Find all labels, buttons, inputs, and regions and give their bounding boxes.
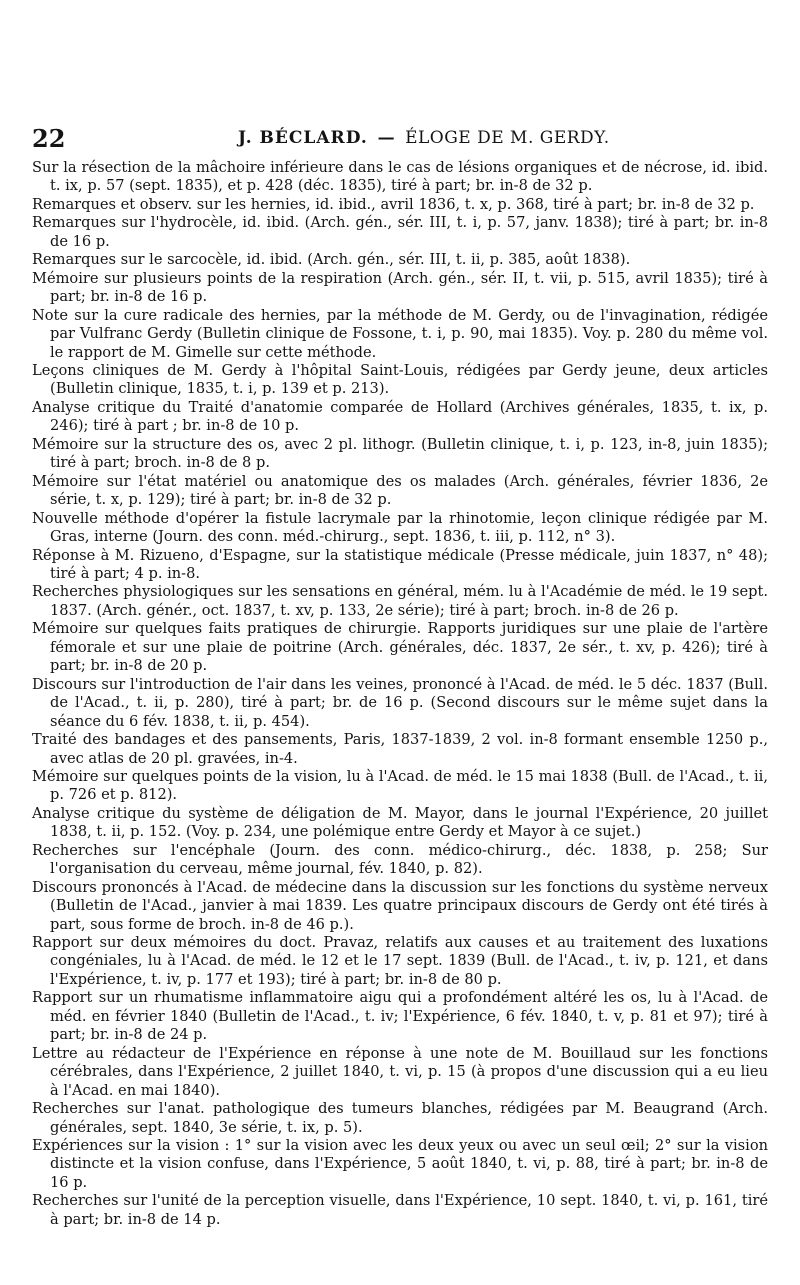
bibliography-entry: Recherches sur l'encéphale (Journ. des conn. médico-chirurg., déc. 1838, p. 258; Sur l'organisation du cerveau, même journal, fév. 1840, p. 82). (32, 841, 768, 878)
page-number: 22 (32, 124, 66, 153)
bibliography-entry: Analyse critique du Traité d'anatomie comparée de Hollard (Archives générales, 1835, t. ix, p. 246); tiré à part ; br. in-8 de 10 p. (32, 398, 768, 435)
bibliography-entry: Mémoire sur quelques faits pratiques de chirurgie. Rapports juridiques sur une plaie de l'artère fémorale et sur une plaie de poitrine (Arch. générales, déc. 1837, 2e sér., t. xv, p. 426); tiré à part; br. in-8 de 20 p. (32, 620, 768, 675)
bibliography-entry: Recherches sur l'anat. pathologique des tumeurs blanches, rédigées par M. Beaugrand (Arch. générales, sept. 1840, 3e série, t. ix, p. 5). (32, 1100, 768, 1136)
bibliography-entry: Remarques et observ. sur les hernies, id. ibid., avril 1836, t. x, p. 368, tiré à part; br. in-8 de 32 p. (32, 195, 755, 213)
bibliography-entry: Réponse à M. Rizueno, d'Espagne, sur la statistique médicale (Presse médicale, juin 1837, n° 48); tiré à part; 4 p. in-8. (32, 546, 768, 582)
running-title-text: ÉLOGE DE M. GERDY. (405, 128, 610, 148)
bibliography-entry: Expériences sur la vision : 1° sur la vision avec les deux yeux ou avec un seul œil; 2° sur la vision distincte et la vision confuse, dans l'Expérience, 5 août 1840, t. vi, p. 88, tiré à part; br. in-8 de 16 p. (32, 1137, 768, 1191)
bibliography-entry: Discours prononcés à l'Acad. de médecine dans la discussion sur les fonctions du système nerveux (Bulletin de l'Acad., janvier à mai 1839. Les quatre principaux discours de Gerdy ont été tirés à part, sous forme de broch. in-8 de 46 p.). (32, 878, 768, 933)
bibliography-entry: Recherches physiologiques sur les sensations en général, mém. lu à l'Académie de méd. le 19 sept. 1837. (Arch. génér., oct. 1837, t. xv, p. 133, 2e série); tiré à part; broch. in-8 de 26 p. (32, 583, 768, 619)
bibliography-entry: Mémoire sur quelques points de la vision, lu à l'Acad. de méd. le 15 mai 1838 (Bull. de l'Acad., t. ii, p. 726 et p. 812). (32, 767, 768, 804)
bibliography-entry: Discours sur l'introduction de l'air dans les veines, prononcé à l'Acad. de méd. le 5 déc. 1837 (Bull. de l'Acad., t. ii, p. 280), tiré à part; br. de 16 p. (Second discours sur le même sujet dans la séance du 6 fév. 1838, t. ii, p. 454). (32, 675, 768, 730)
bibliography-entry: Remarques sur l'hydrocèle, id. ibid. (Arch. gén., sér. III, t. i, p. 57, janv. 1838); tiré à part; br. in-8 de 16 p. (32, 214, 768, 250)
bibliography-list (32, 159, 768, 1229)
bibliography-entry: Traité des bandages et des pansements, Paris, 1837-1839, 2 vol. in-8 formant ensemble 1250 p., avec atlas de 20 pl. gravées, in-4. (32, 731, 768, 767)
running-title (238, 128, 610, 148)
bibliography-entry: Note sur la cure radicale des hernies, par la méthode de M. Gerdy, ou de l'invagination, rédigée par Vulfranc Gerdy (Bulletin clinique de Fossone, t. i, p. 90, mai 1835). Voy. p. 280 du même vol. le rapport de M. Gimelle sur cette méthode. (32, 306, 768, 361)
bibliography-entry: Remarques sur le sarcocèle, id. ibid. (Arch. gén., sér. III, t. ii, p. 385, août 1838). (32, 251, 631, 269)
running-title-separator: — (377, 128, 396, 148)
bibliography-entry: Rapport sur deux mémoires du doct. Pravaz, relatifs aux causes et au traitement des luxations congéniales, lu à l'Acad. de méd. le 12 et le 17 sept. 1839 (Bull. de l'Acad., t. iv, p. 121, et dans l'Expérience, t. iv, p. 177 et 193); tiré à part; br. in-8 de 80 p. (32, 934, 768, 988)
bibliography-entry: Leçons cliniques de M. Gerdy à l'hôpital Saint-Louis, rédigées par Gerdy jeune, deux articles (Bulletin clinique, 1835, t. i, p. 139 et p. 213). (32, 361, 768, 398)
bibliography-entry: Mémoire sur l'état matériel ou anatomique des os malades (Arch. générales, février 1836, 2e série, t. x, p. 129); tiré à part; br. in-8 de 32 p. (32, 472, 768, 509)
bibliography-entry: Lettre au rédacteur de l'Expérience en réponse à une note de M. Bouillaud sur les fonctions cérébrales, dans l'Expérience, 2 juillet 1840, t. vi, p. 15 (à propos d'une discussion qui a eu lieu à l'Acad. en mai 1840). (32, 1044, 768, 1099)
bibliography-entry: Mémoire sur plusieurs points de la respiration (Arch. gén., sér. II, t. vii, p. 515, avril 1835); tiré à part; br. in-8 de 16 p. (32, 269, 768, 306)
bibliography-entry: Analyse critique du système de déligation de M. Mayor, dans le journal l'Expérience, 20 juillet 1838, t. ii, p. 152. (Voy. p. 234, une polémique entre Gerdy et Mayor à ce sujet.) (32, 804, 768, 841)
bibliography-entry: Recherches sur l'unité de la perception visuelle, dans l'Expérience, 10 sept. 1840, t. vi, p. 161, tiré à part; br. in-8 de 14 p. (32, 1192, 768, 1228)
bibliography-entry: Sur la résection de la mâchoire inférieure dans le cas de lésions organiques et de nécrose, id. ibid. t. ix, p. 57 (sept. 1835), et p. 428 (déc. 1835), tiré à part; br. in-8 de 32 p. (32, 159, 768, 195)
bibliography-entry: Mémoire sur la structure des os, avec 2 pl. lithogr. (Bulletin clinique, t. i, p. 123, in-8, juin 1835); tiré à part; broch. in-8 de 8 p. (32, 435, 768, 472)
bibliography-entry: Nouvelle méthode d'opérer la fistule lacrymale par la rhinotomie, leçon clinique rédigée par M. Gras, interne (Journ. des conn. méd.-chirurg., sept. 1836, t. iii, p. 112, n° 3). (32, 509, 768, 546)
page-header (32, 124, 768, 154)
bibliography-entry: Rapport sur un rhumatisme inflammatoire aigu qui a profondément altéré les os, lu à l'Acad. de méd. en février 1840 (Bulletin de l'Acad., t. iv; l'Expérience, 6 fév. 1840, t. v, p. 81 et 97); tiré à part; br. in-8 de 24 p. (32, 989, 768, 1044)
running-title-author: J. BÉCLARD. (238, 128, 368, 148)
